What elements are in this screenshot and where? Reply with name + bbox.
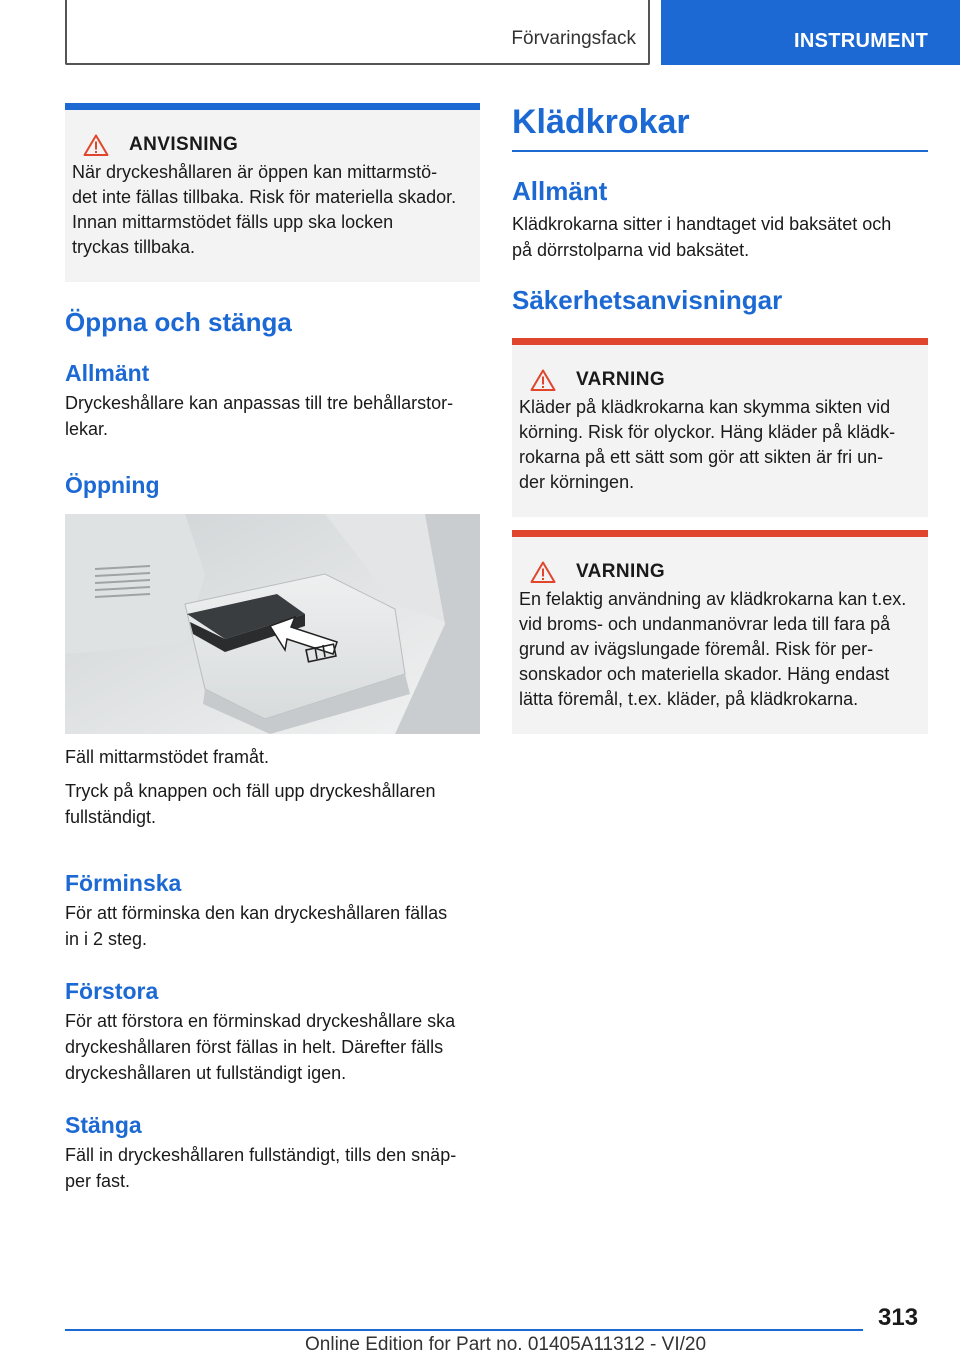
- section-title-oppna: Öppna och stänga: [65, 307, 292, 337]
- warning-text: [519, 395, 920, 495]
- text-line: fullständigt.: [65, 807, 157, 827]
- notice-line: tryckas tillbaka.: [72, 237, 196, 257]
- armrest-illustration: [65, 514, 480, 734]
- warning-triangle-icon: [530, 561, 556, 583]
- warning-triangle-icon: [530, 369, 556, 391]
- paragraph-forminska: [65, 900, 480, 952]
- paragraph-stanga: [65, 1142, 480, 1194]
- text-line: Tryck på knappen och fäll upp dryckeshållaren: [65, 781, 436, 801]
- notice-line: det inte fällas tillbaka. Risk för materiella skador.: [72, 187, 457, 207]
- text-line: Dryckeshållare kan anpassas till tre behållarstor-: [65, 393, 454, 413]
- heading-forstora: Förstora: [65, 978, 159, 1004]
- warning-line: En felaktig användning av klädkrokarna kan t.ex.: [519, 589, 907, 609]
- warning-title: VARNING: [576, 369, 666, 390]
- heading-allmant: Allmänt: [65, 360, 150, 386]
- text-line: Fäll in dryckeshållaren fullständigt, tills den snäp-: [65, 1145, 457, 1165]
- warning-line: vid broms- och undanmanövrar leda till fara på: [519, 614, 891, 634]
- left-column: [65, 103, 480, 1194]
- header-chapter-tab: [661, 0, 960, 65]
- warning-box-2: [512, 530, 928, 734]
- notice-text: [72, 160, 472, 260]
- warning-line: körning. Risk för olyckor. Häng kläder på klädk-: [519, 422, 896, 442]
- warning-text: [519, 587, 920, 712]
- notice-line: När dryckeshållaren är öppen kan mittarmstö-: [72, 162, 438, 182]
- page-number: 313: [878, 1304, 919, 1331]
- heading-oppning: Öppning: [65, 472, 160, 498]
- warning-line: sonskador och materiella skador. Häng endast: [519, 664, 890, 684]
- header-section-title: Förvaringsfack: [511, 28, 636, 49]
- paragraph-forstora: [65, 1008, 480, 1086]
- notice-box: [65, 103, 480, 282]
- warning-line: Kläder på klädkrokarna kan skymma sikten vid: [519, 397, 891, 417]
- step-1: Fäll mittarmstödet framåt.: [65, 747, 270, 767]
- text-line: För att förstora en förminskad dryckeshållare ska: [65, 1011, 456, 1031]
- paragraph-allmant: [65, 390, 480, 442]
- step-2: [65, 778, 480, 830]
- heading-allmant-right: Allmänt: [512, 176, 608, 206]
- text-line: dryckeshållaren först fällas in helt. Därefter fälls: [65, 1037, 444, 1057]
- warning-line: lätta föremål, t.ex. kläder, på klädkrokarna.: [519, 689, 859, 709]
- text-line: per fast.: [65, 1171, 131, 1191]
- warning-title: VARNING: [576, 561, 666, 582]
- header-section-tab: [65, 0, 650, 65]
- warning-line: der körningen.: [519, 472, 635, 492]
- warning-triangle-icon: [83, 134, 109, 156]
- heading-forminska: Förminska: [65, 870, 182, 896]
- text-line: För att förminska den kan dryckeshållaren fällas: [65, 903, 448, 923]
- text-line: in i 2 steg.: [65, 929, 148, 949]
- footer-edition: Online Edition for Part no. 01405A11312 - VI/20: [305, 1334, 707, 1355]
- notice-title: ANVISNING: [129, 134, 239, 155]
- footer-divider: [65, 1329, 863, 1331]
- notice-line: Innan mittarmstödet fälls upp ska locken: [72, 212, 394, 232]
- chapter-title-kladkrokar: Klädkrokar: [512, 103, 928, 152]
- warning-line: grund av ivägslungade föremål. Risk för per-: [519, 639, 874, 659]
- warning-line: rokarna på ett sätt som gör att sikten är fri un-: [519, 447, 884, 467]
- text-line: dryckeshållaren ut fullständigt igen.: [65, 1063, 347, 1083]
- text-line: Klädkrokarna sitter i handtaget vid baksätet och: [512, 214, 892, 234]
- header-chapter-title: INSTRUMENT: [794, 30, 929, 52]
- text-line: lekar.: [65, 419, 109, 439]
- armrest-cupholder-photo: [65, 514, 480, 734]
- paragraph-allmant-right: [512, 211, 928, 263]
- text-line: på dörrstolparna vid baksätet.: [512, 240, 750, 260]
- heading-stanga: Stänga: [65, 1112, 142, 1138]
- heading-sakerhetsanvisningar: Säkerhetsanvisningar: [512, 285, 783, 315]
- right-column: [512, 103, 928, 734]
- warning-box-1: [512, 338, 928, 517]
